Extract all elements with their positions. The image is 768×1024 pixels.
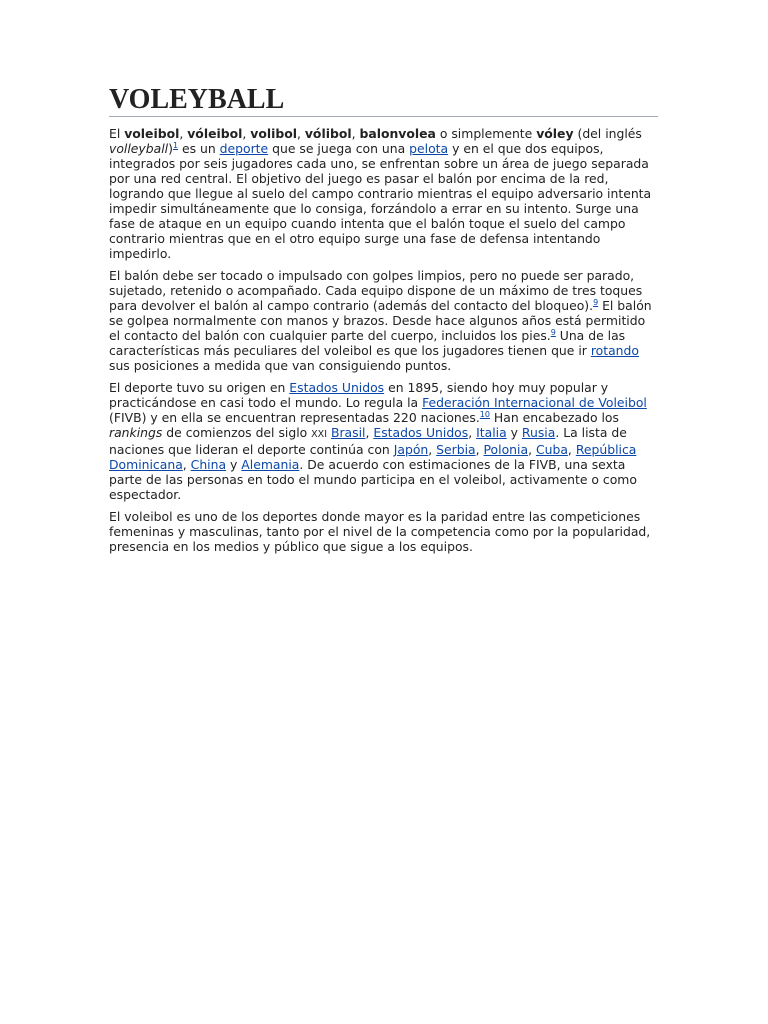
link-italia[interactable]: Italia bbox=[476, 425, 507, 440]
bold-term: balonvolea bbox=[359, 126, 436, 141]
text-run: que se juega con una bbox=[268, 141, 410, 156]
link-polonia[interactable]: Polonia bbox=[483, 442, 529, 457]
bold-term: vóley bbox=[536, 126, 574, 141]
link-deporte[interactable]: deporte bbox=[219, 141, 269, 156]
link-estados-unidos-2[interactable]: Estados Unidos bbox=[373, 425, 469, 440]
text-run: El deporte tuvo su origen en bbox=[109, 380, 290, 395]
link-fivb[interactable]: Federación Internacional de Voleibol bbox=[422, 395, 647, 410]
link-serbia[interactable]: Serbia bbox=[436, 442, 476, 457]
paragraph-history bbox=[109, 380, 658, 502]
text-run: Una de las características más peculiares del voleibol es que los jugadores tienen que ir bbox=[109, 328, 626, 358]
text-run: o simplemente bbox=[435, 126, 537, 141]
text-run: . De acuerdo con estimaciones de la FIVB, una sexta parte de las personas en todo el mundo participa en el voleibol, activamente o como espectador. bbox=[109, 457, 637, 502]
text-run: El balón debe ser tocado o impulsado con golpes limpios, pero no puede ser parado, sujetado, retenido o acompañado. Cada equipo dispone de un máximo de tres toques para devolver el balón al campo contrario (además del contacto del bloqueo). bbox=[109, 268, 643, 313]
text-run: y bbox=[226, 457, 242, 472]
text-run: , bbox=[351, 126, 360, 141]
text-run: en 1895, siendo hoy muy popular y practicándose en casi todo el mundo. Lo regula la bbox=[109, 380, 609, 410]
bold-term: vóleibol bbox=[187, 126, 243, 141]
text-run: , bbox=[428, 442, 437, 457]
text-run: , bbox=[475, 442, 484, 457]
text-run: y bbox=[506, 425, 522, 440]
bold-term: volibol bbox=[250, 126, 297, 141]
link-cuba[interactable]: Cuba bbox=[535, 442, 568, 457]
text-run: , bbox=[567, 442, 576, 457]
bold-term: vólibol bbox=[304, 126, 352, 141]
text-run: El bbox=[109, 126, 125, 141]
link-estados-unidos[interactable]: Estados Unidos bbox=[289, 380, 385, 395]
text-run: (del inglés bbox=[573, 126, 642, 141]
italic-term: volleyball bbox=[109, 141, 169, 156]
text-run: y en el que dos equipos, integrados por seis jugadores cada uno, se enfrentan sobre un área de juego separada por una red central. El objetivo del juego es pasar el balón por encima de la red, logrando que llegue al suelo del campo contrario mientras el equipo adversario intenta impedir simultáneamente que lo consiga, forzándolo a errar en su intento. Surge una fase de ataque en un equipo cuando intenta que el balón toque el suelo del campo contrario mientras que en el otro equipo surge una fase de defensa intentando impedirlo. bbox=[109, 141, 652, 261]
reference-link[interactable]: 1 bbox=[172, 140, 179, 150]
article bbox=[109, 84, 658, 554]
link-brasil[interactable]: Brasil bbox=[330, 425, 366, 440]
text-run: , bbox=[296, 126, 305, 141]
text-run: , bbox=[179, 126, 188, 141]
text-run: . La lista de naciones que lideran el deporte continúa con bbox=[109, 425, 627, 457]
italic-term: rankings bbox=[109, 425, 163, 440]
link-republica-dominicana[interactable]: República Dominicana bbox=[109, 442, 637, 472]
text-run: ) bbox=[168, 141, 173, 156]
link-china[interactable]: China bbox=[190, 457, 227, 472]
reference-link[interactable]: 9 bbox=[550, 327, 556, 337]
text-run: es un bbox=[178, 141, 220, 156]
text-run: El voleibol es uno de los deportes donde mayor es la paridad entre las competiciones femeninas y masculinas, tanto por el nivel de la competencia como por la popularidad, presencia en los medios y público que sigue a los equipos. bbox=[109, 509, 651, 554]
reference-link[interactable]: 10 bbox=[479, 409, 490, 419]
text-run: El balón se golpea normalmente con manos y brazos. Desde hace algunos años está permitido el contacto del balón con cualquier parte del cuerpo, incluidos los pies. bbox=[109, 298, 652, 343]
link-pelota[interactable]: pelota bbox=[409, 141, 449, 156]
link-rotando[interactable]: rotando bbox=[590, 343, 639, 358]
text-run: , bbox=[468, 425, 477, 440]
reference-link[interactable]: 9 bbox=[593, 297, 599, 307]
text-run: , bbox=[242, 126, 251, 141]
paragraph-intro bbox=[109, 126, 658, 261]
text-run: , bbox=[528, 442, 536, 457]
link-rusia[interactable]: Rusia bbox=[521, 425, 556, 440]
link-japon[interactable]: Japón bbox=[393, 442, 429, 457]
paragraph-rules bbox=[109, 268, 658, 373]
link-alemania[interactable]: Alemania bbox=[241, 457, 300, 472]
bold-term: voleibol bbox=[124, 126, 180, 141]
text-run: de comienzos del siglo bbox=[162, 425, 312, 440]
text-run: Han encabezado los bbox=[489, 410, 619, 425]
paragraph-parity bbox=[109, 509, 658, 554]
text-run: sus posiciones a medida que van consiguiendo puntos. bbox=[109, 358, 452, 373]
page-title: VOLEYBALL bbox=[109, 84, 658, 117]
century-numeral: XXI bbox=[311, 429, 327, 440]
text-run: , bbox=[182, 457, 191, 472]
text-run: , bbox=[365, 425, 374, 440]
text-run: (FIVB) y en ella se encuentran representadas 220 naciones. bbox=[109, 410, 480, 425]
